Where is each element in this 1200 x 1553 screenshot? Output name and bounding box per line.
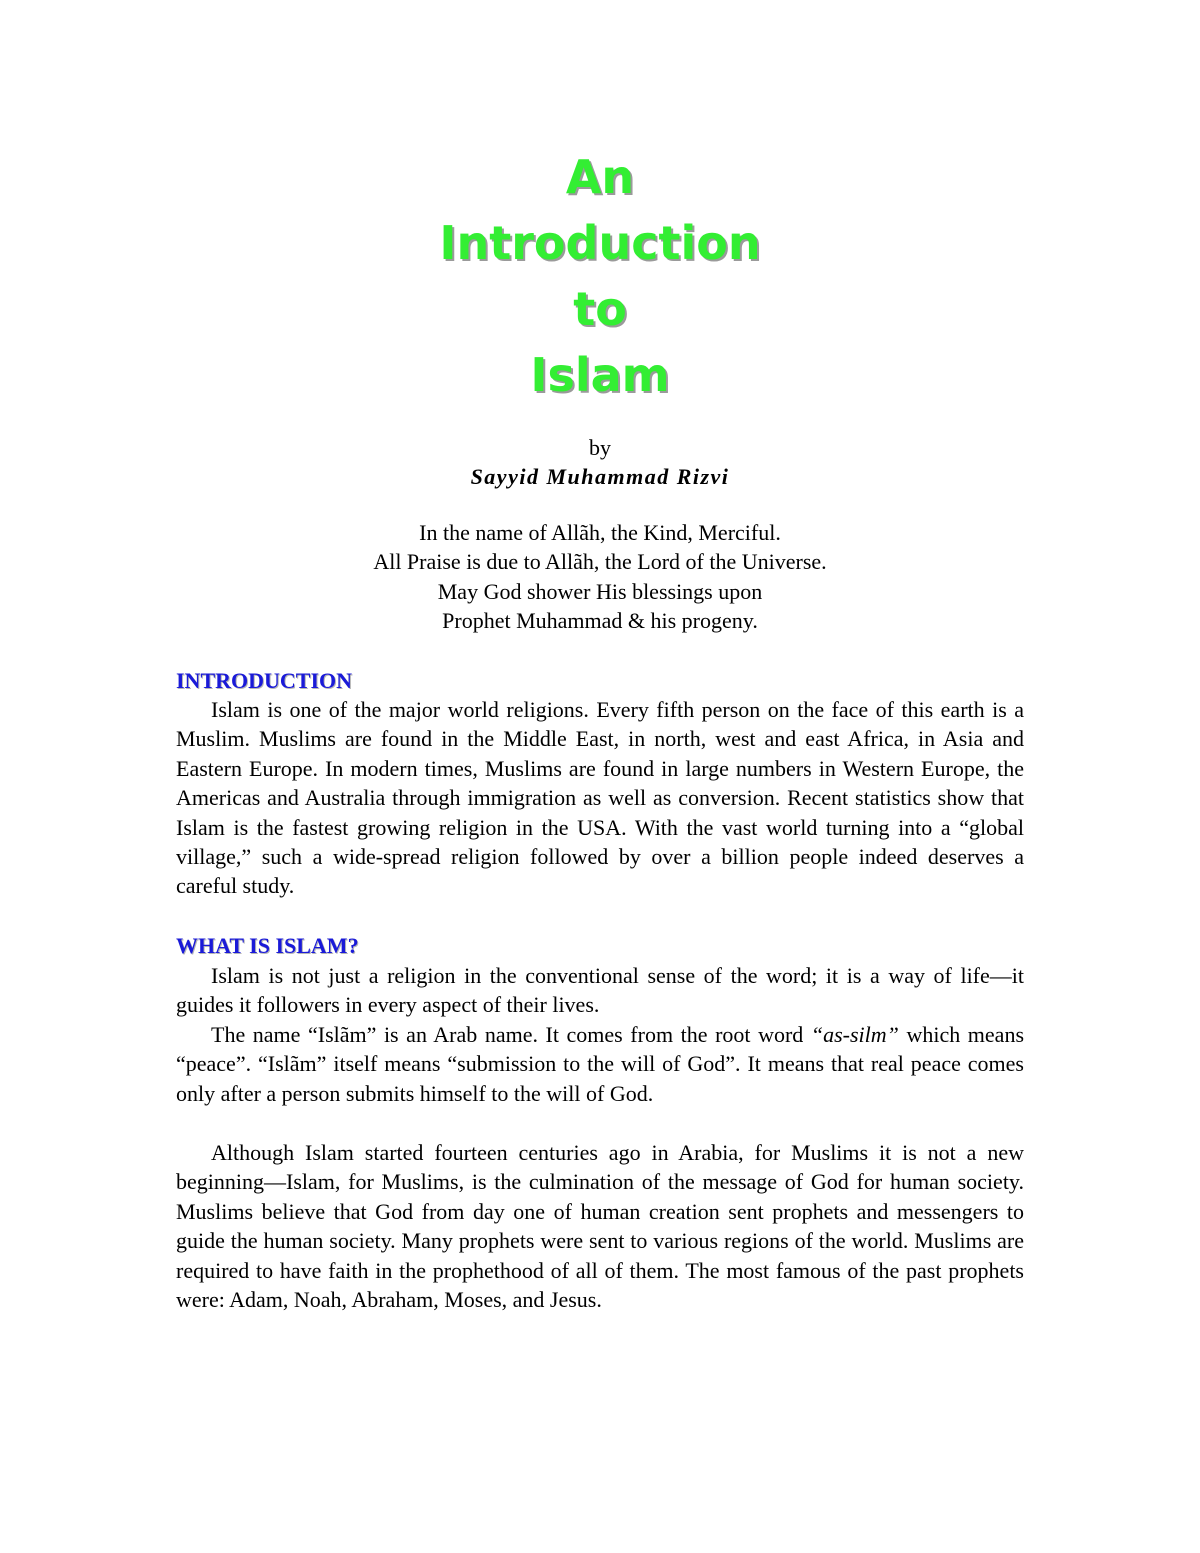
paragraph-2-italic-term: “as-silm” bbox=[810, 1022, 899, 1047]
what-is-islam-paragraph-1 bbox=[176, 961, 1024, 1020]
introduction-paragraph-text: Islam is one of the major world religions. Every fifth person on the face of this earth is a Muslim. Muslims are found in the Middle East, in north, west and east Africa, in Asia and Eastern Europe. In modern times, Muslims are found in large numbers in Western Europe, the Americas and Australia through immigration as well as conversion. Recent statistics show that Islam is the fastest growing religion in the USA. With the vast world turning into a “global village,” such a wide-spread religion followed by over a billion people indeed deserves a careful study. bbox=[176, 697, 1024, 899]
paragraph-2-text-before: The name “Islãm” is an Arab name. It comes from the root word bbox=[211, 1022, 811, 1047]
invocation-line-2: All Praise is due to Allãh, the Lord of the Universe. bbox=[373, 549, 827, 574]
title-line-islam: Islam bbox=[530, 348, 670, 402]
invocation-line-1: In the name of Allãh, the Kind, Merciful. bbox=[419, 520, 781, 545]
invocation-line-3: May God shower His blessings upon bbox=[437, 579, 763, 604]
what-is-islam-paragraph-2 bbox=[176, 1020, 1024, 1108]
invocation-line-4: Prophet Muhammad & his progeny. bbox=[442, 608, 758, 633]
section-heading-introduction: INTRODUCTION bbox=[176, 668, 353, 693]
paragraph-1-text: Islam is not just a religion in the conventional sense of the word; it is a way of life—it guides it followers in every aspect of their lives. bbox=[176, 963, 1024, 1018]
paragraph-2-text-after: which means “peace”. “Islãm” itself means “submission to the will of God”. It means that real peace comes only after a person submits himself to the will of God. bbox=[176, 1022, 1025, 1106]
section-heading-what-is-islam: WHAT IS ISLAM? bbox=[176, 933, 359, 958]
title-line-an: An bbox=[565, 150, 635, 204]
what-is-islam-paragraph-3 bbox=[176, 1138, 1024, 1314]
title-line-to: to bbox=[573, 282, 627, 336]
paragraph-3-text: Although Islam started fourteen centuries ago in Arabia, for Muslims it is not a new beginning—Islam, for Muslims, is the culmination of the message of God for human society. Muslims believe that God from day one of human creation sent prophets and messengers to guide the human society. Many prophets were sent to various regions of the world. Muslims are required to have faith in the prophethood of all of them. The most famous of the past prophets were: Adam, Noah, Abraham, Moses, and Jesus. bbox=[176, 1140, 1024, 1313]
author-name: Sayyid Muhammad Rizvi bbox=[470, 464, 730, 489]
byline-by: by bbox=[589, 435, 611, 460]
title-line-introduction: Introduction bbox=[439, 216, 761, 270]
introduction-paragraph bbox=[176, 695, 1024, 901]
